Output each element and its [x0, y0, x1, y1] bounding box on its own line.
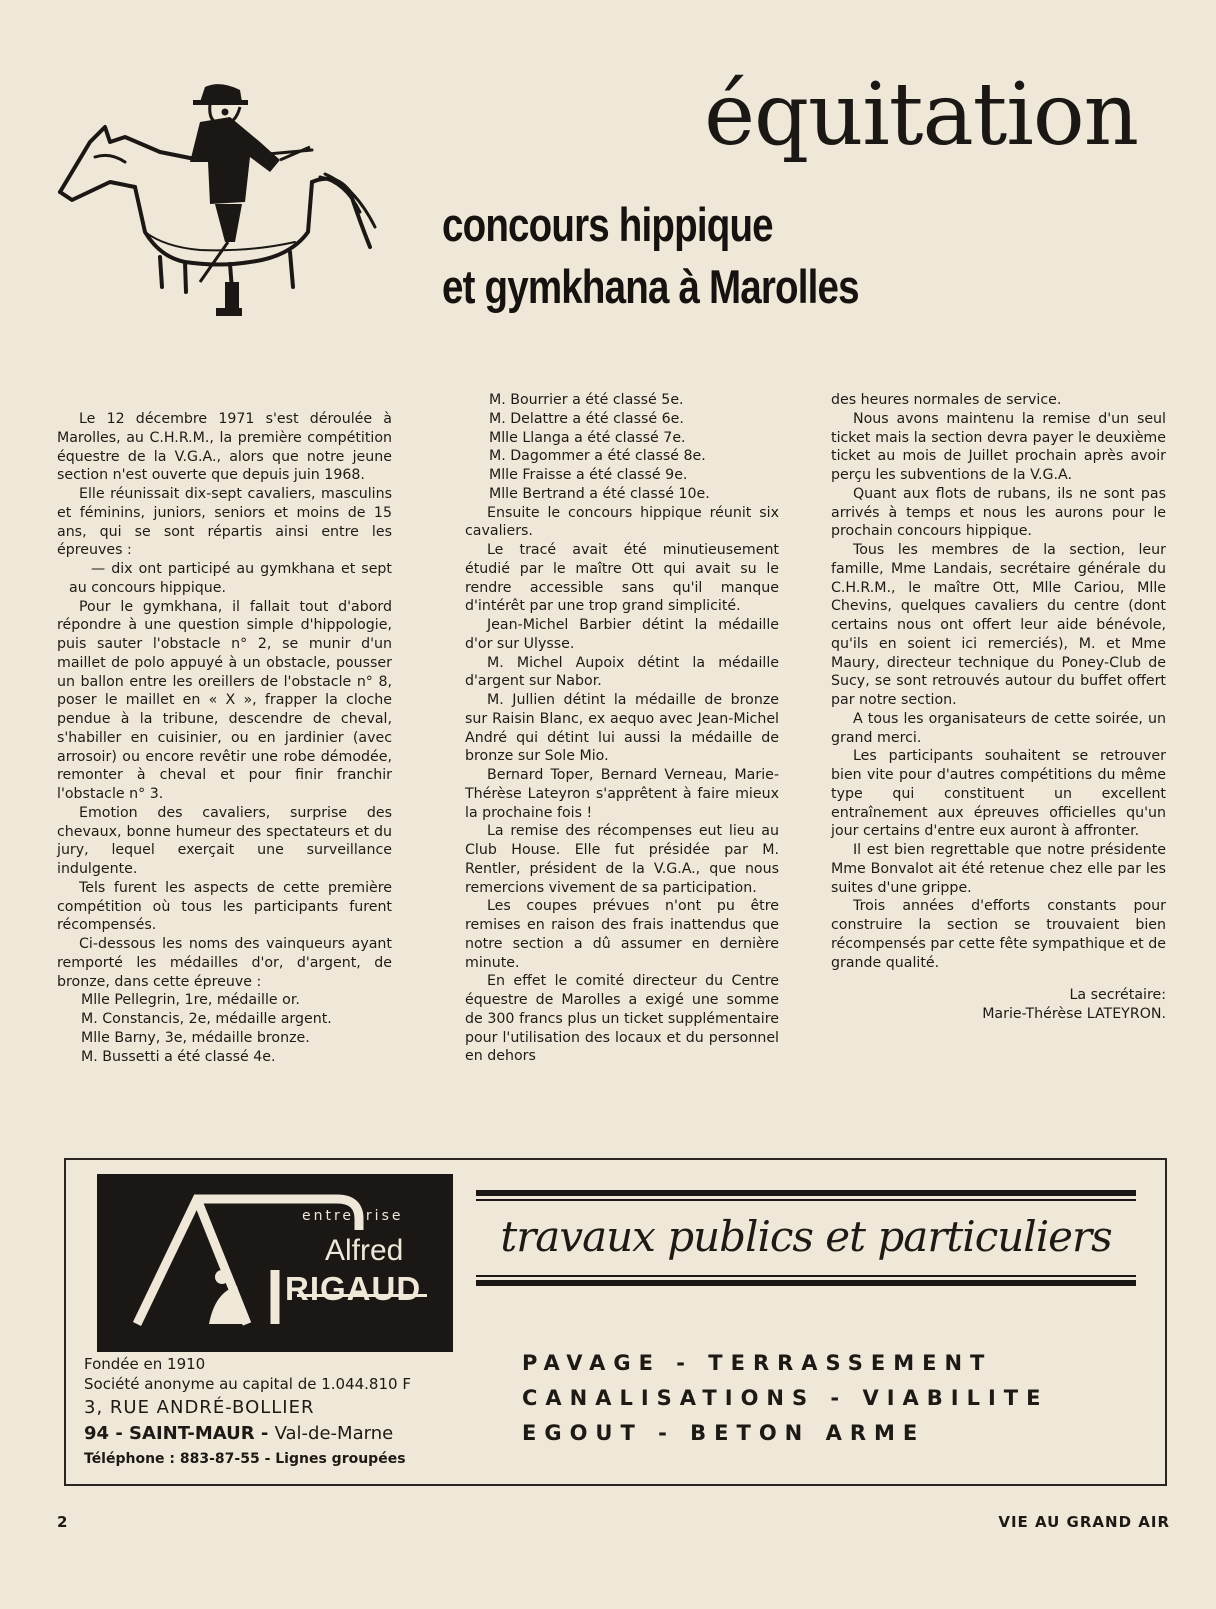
company-details	[84, 1354, 411, 1471]
article-paragraph: Ci-dessous les noms des vainqueurs ayant remporté les médailles d'or, d'argent, de bronze, dans cette épreuve :	[57, 936, 392, 990]
article-paragraph: Nous avons maintenu la remise d'un seul ticket mais la section devra payer le deuxième ticket au mois de Juillet prochain après avoir perçu les subventions de la V.G.A.	[831, 410, 1166, 483]
service-line: PAVAGE - TERRASSEMENT	[522, 1351, 993, 1375]
article-paragraph: Trois années d'efforts constants pour construire la section se trouvaient bien récompensés par cette fête sympathique et de grande qualité.	[831, 898, 1166, 971]
article-paragraph: Mlle Pellegrin, 1re, médaille or.	[81, 992, 300, 1009]
headline-line-2: et gymkhana à Marolles	[442, 260, 859, 313]
company-address: 3, RUE ANDRÉ-BOLLIER	[84, 1397, 315, 1418]
article-paragraph: Quant aux flots de rubans, ils ne sont pas arrivés à temps et nous les aurons pour le prochain concours hippique.	[831, 485, 1166, 540]
article-paragraph: M. Bussetti a été classé 4e.	[81, 1048, 276, 1065]
article-paragraph: des heures normales de service.	[831, 392, 1062, 408]
company-services	[522, 1346, 1048, 1451]
page-number: 2	[57, 1513, 69, 1531]
ad-slogan: travaux publics et particuliers	[500, 1212, 1112, 1261]
article-paragraph: M. Constancis, 2e, médaille argent.	[81, 1011, 332, 1027]
article-paragraph: Le 12 décembre 1971 s'est déroulée à Marolles, au C.H.R.M., la première compétition équestre de la V.G.A., alors que notre jeune section n'est ouverte que depuis juin 1968.	[57, 411, 392, 484]
service-line: EGOUT - BETON ARME	[522, 1421, 926, 1445]
article-paragraph: Les participants souhaitent se retrouver bien vite pour d'autres compétitions du même type qui constituent un excellent entraînement aux épreuves officielles qu'un jour certains d'entre eux auront à affronter.	[831, 748, 1166, 840]
article-paragraph: Ensuite le concours hippique réunit six cavaliers.	[465, 504, 779, 540]
company-region: Val-de-Marne	[274, 1423, 394, 1444]
signature	[831, 986, 1166, 1024]
company-phone: Téléphone : 883-87-55 - Lignes groupées	[84, 1451, 406, 1467]
logo-last-name: RIGAUD	[285, 1270, 422, 1307]
logo-first-name: Alfred	[325, 1234, 404, 1267]
article-column-3	[831, 391, 1166, 1024]
ad-rule-top	[476, 1190, 1136, 1196]
article-paragraph: M. Michel Aupoix détint la médaille d'argent sur Nabor.	[465, 654, 779, 690]
article-paragraph: Emotion des cavaliers, surprise des chevaux, bonne humeur des spectateurs et du jury, lequel exerçait une surveillance indulgente.	[57, 804, 392, 877]
article-headline	[442, 194, 859, 318]
signature-name: Marie-Thérèse LATEYRON.	[982, 1006, 1166, 1022]
article-paragraph: — dix ont participé au gymkhana et sept au concours hippique.	[69, 561, 392, 596]
company-logo	[97, 1174, 453, 1352]
article-paragraph: Mlle Barny, 3e, médaille bronze.	[81, 1029, 310, 1046]
company-capital: Société anonyme au capital de 1.044.810 F	[84, 1375, 411, 1393]
article-paragraph: Tous les membres de la section, leur famille, Mme Landais, secrétaire générale du C.H.R.M., le maître Ott, Mlle Cariou, Mlle Chevins, quelques cavaliers du centre (dont certains nous ont offert leur aide bénévole, qu'ils en soient ici remerciés), M. et Mme Maury, directeur technique du Poney-Club de Sucy, se sont retrouvés autour du buffet offert par notre section.	[831, 542, 1166, 708]
headline-line-1: concours hippique	[442, 198, 773, 251]
article-paragraph: Bernard Toper, Bernard Verneau, Marie-Thérèse Lateyron s'apprêtent à faire mieux la prochaine fois !	[465, 767, 779, 821]
company-city-line	[84, 1421, 411, 1447]
signature-role: La secrétaire:	[1069, 987, 1166, 1004]
ad-rule-bottom	[476, 1280, 1136, 1286]
article-paragraph: M. Bourrier a été classé 5e.	[489, 392, 684, 408]
article-column-1	[57, 410, 392, 1066]
ad-rule-bottom-thin	[476, 1275, 1136, 1277]
ad-rule-top-thin	[476, 1199, 1136, 1201]
article-paragraph: M. Dagommer a été classé 8e.	[489, 448, 706, 465]
article-column-2	[465, 391, 779, 1066]
magazine-name: VIE AU GRAND AIR	[998, 1513, 1170, 1531]
article-paragraph: Tels furent les aspects de cette première compétition où tous les participants furent récompensés.	[57, 879, 392, 934]
article-paragraph: Jean-Michel Barbier détint la médaille d'or sur Ulysse.	[465, 617, 779, 652]
article-paragraph: En effet le comité directeur du Centre équestre de Marolles a exigé une somme de 300 francs plus un ticket supplémentaire pour l'utilisation des locaux et du personnel en dehors	[465, 973, 779, 1065]
article-paragraph: M. Delattre a été classé 6e.	[489, 410, 684, 427]
company-city: 94 - SAINT-MAUR -	[84, 1423, 269, 1444]
article-paragraph: Mlle Bertrand a été classé 10e.	[489, 485, 710, 502]
rubric-title: équitation	[704, 65, 1138, 165]
article-paragraph: Les coupes prévues n'ont pu être remises en raison des frais inattendus que notre section a dû assumer en dernière minute.	[465, 898, 779, 971]
logo-label-small: entreprise	[302, 1208, 404, 1224]
article-paragraph: M. Jullien détint la médaille de bronze sur Raisin Blanc, ex aequo avec Jean-Michel André qui détint lui aussi la médaille de bronze sur Sole Mio.	[465, 692, 779, 765]
article-paragraph: A tous les organisateurs de cette soirée, un grand merci.	[831, 710, 1166, 746]
service-line: CANALISATIONS - VIABILITE	[522, 1386, 1049, 1410]
advertisement	[64, 1158, 1167, 1486]
company-founded: Fondée en 1910	[84, 1355, 206, 1373]
article-paragraph: Il est bien regrettable que notre présidente Mme Bonvalot ait été retenue chez elle par les suites d'une grippe.	[831, 842, 1166, 896]
article-paragraph: Pour le gymkhana, il fallait tout d'abord répondre à une question simple d'hippologie, puis sauter l'obstacle n° 2, se munir d'un maillet de polo appuyé à un obstacle, pousser un ballon entre les oreillers de l'obstacle n° 8, poser le maillet en « X », frapper la cloche pendue à la tribune, descendre de cheval, s'habiller en cuisinier, ou en jardinier (avec arrosoir) ou encore revêtir une robe démodée, remonter à cheval et pour finir franchir l'obstacle n° 3.	[57, 598, 392, 802]
article-paragraph: Le tracé avait été minutieusement étudié par le maître Ott qui avait su le rendre accessible sans qu'il manque d'intérêt par une trop grand simplicité.	[465, 542, 779, 615]
article-paragraph: Mlle Llanga a été classé 7e.	[489, 429, 686, 446]
horse-rider-illustration	[50, 82, 395, 322]
article-paragraph: La remise des récompenses eut lieu au Club House. Elle fut présidée par M. Rentler, président de la V.G.A., que nous remercions vivement de sa participation.	[465, 823, 779, 896]
article-paragraph: Elle réunissait dix-sept cavaliers, masculins et féminins, juniors, seniors et moins de 15 ans, qui se sont répartis ainsi entre les épreuves :	[57, 486, 392, 559]
article-paragraph: Mlle Fraisse a été classé 9e.	[489, 467, 688, 483]
